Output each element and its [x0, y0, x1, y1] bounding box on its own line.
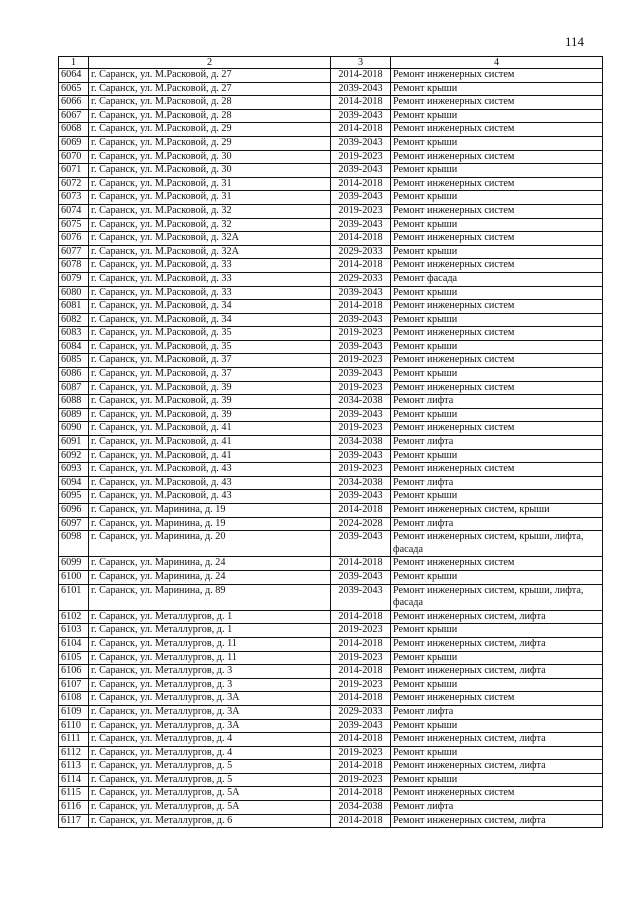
table-row: [59, 665, 603, 679]
row-number: 6115: [59, 787, 89, 801]
table-row: [59, 719, 603, 733]
table-row: [59, 300, 603, 314]
row-number: 6073: [59, 191, 89, 205]
row-address: г. Саранск, ул. Металлургов, д. 11: [89, 651, 331, 665]
row-number: 6113: [59, 760, 89, 774]
row-work-type: Ремонт инженерных систем: [391, 204, 603, 218]
row-address: г. Саранск, ул. М.Расковой, д. 35: [89, 327, 331, 341]
column-index-3: 3: [331, 57, 391, 69]
table-row: [59, 490, 603, 504]
table-row: [59, 624, 603, 638]
row-work-type: Ремонт инженерных систем: [391, 69, 603, 83]
row-number: 6086: [59, 368, 89, 382]
row-number: 6084: [59, 340, 89, 354]
row-number: 6094: [59, 476, 89, 490]
row-number: 6087: [59, 381, 89, 395]
row-period: 2019-2023: [331, 773, 391, 787]
row-period: 2014-2018: [331, 665, 391, 679]
row-number: 6104: [59, 637, 89, 651]
row-address: г. Саранск, ул. М.Расковой, д. 39: [89, 408, 331, 422]
row-address: г. Саранск, ул. М.Расковой, д. 37: [89, 354, 331, 368]
table-row: [59, 705, 603, 719]
table-row: [59, 801, 603, 815]
row-period: 2039-2043: [331, 286, 391, 300]
row-address: г. Саранск, ул. Металлургов, д. 3А: [89, 692, 331, 706]
row-work-type: Ремонт инженерных систем: [391, 787, 603, 801]
row-number: 6077: [59, 245, 89, 259]
row-work-type: Ремонт инженерных систем: [391, 463, 603, 477]
row-address: г. Саранск, ул. Металлургов, д. 5А: [89, 801, 331, 815]
row-address: г. Саранск, ул. М.Расковой, д. 34: [89, 300, 331, 314]
row-address: г. Саранск, ул. Металлургов, д. 1: [89, 610, 331, 624]
row-number: 6080: [59, 286, 89, 300]
row-address: г. Саранск, ул. М.Расковой, д. 43: [89, 490, 331, 504]
row-period: 2039-2043: [331, 340, 391, 354]
table-row: [59, 218, 603, 232]
table-row: [59, 449, 603, 463]
row-address: г. Саранск, ул. М.Расковой, д. 31: [89, 177, 331, 191]
row-address: г. Саранск, ул. М.Расковой, д. 43: [89, 463, 331, 477]
row-address: г. Саранск, ул. Металлургов, д. 3А: [89, 705, 331, 719]
table-row: [59, 272, 603, 286]
page-number: 114: [565, 34, 585, 49]
row-address: г. Саранск, ул. М.Расковой, д. 39: [89, 381, 331, 395]
row-work-type: Ремонт инженерных систем: [391, 354, 603, 368]
row-number: 6067: [59, 109, 89, 123]
row-number: 6071: [59, 164, 89, 178]
row-number: 6085: [59, 354, 89, 368]
row-work-type: Ремонт инженерных систем: [391, 300, 603, 314]
table-row: [59, 678, 603, 692]
row-address: г. Саранск, ул. М.Расковой, д. 33: [89, 272, 331, 286]
row-period: 2019-2023: [331, 327, 391, 341]
row-period: 2039-2043: [331, 531, 391, 557]
row-work-type: Ремонт инженерных систем: [391, 123, 603, 137]
row-number: 6083: [59, 327, 89, 341]
table-row: [59, 773, 603, 787]
row-period: 2039-2043: [331, 449, 391, 463]
row-period: 2014-2018: [331, 557, 391, 571]
row-work-type: Ремонт крыши: [391, 449, 603, 463]
table-row: [59, 259, 603, 273]
row-address: г. Саранск, ул. М.Расковой, д. 29: [89, 136, 331, 150]
row-work-type: Ремонт крыши: [391, 368, 603, 382]
row-address: г. Саранск, ул. Металлургов, д. 5А: [89, 787, 331, 801]
row-work-type: Ремонт инженерных систем: [391, 96, 603, 110]
row-work-type: Ремонт крыши: [391, 570, 603, 584]
row-work-type: Ремонт крыши: [391, 218, 603, 232]
row-period: 2039-2043: [331, 109, 391, 123]
row-number: 6099: [59, 557, 89, 571]
row-period: 2014-2018: [331, 300, 391, 314]
row-work-type: Ремонт инженерных систем: [391, 327, 603, 341]
row-work-type: Ремонт крыши: [391, 746, 603, 760]
row-work-type: Ремонт инженерных систем: [391, 557, 603, 571]
row-number: 6106: [59, 665, 89, 679]
table-row: [59, 517, 603, 531]
row-address: г. Саранск, ул. Маринина, д. 20: [89, 531, 331, 557]
row-address: г. Саранск, ул. М.Расковой, д. 32: [89, 204, 331, 218]
table-row: [59, 340, 603, 354]
row-address: г. Саранск, ул. Металлургов, д. 4: [89, 746, 331, 760]
row-period: 2014-2018: [331, 692, 391, 706]
row-period: 2024-2028: [331, 517, 391, 531]
row-number: 6114: [59, 773, 89, 787]
row-address: г. Саранск, ул. Металлургов, д. 1: [89, 624, 331, 638]
row-number: 6103: [59, 624, 89, 638]
row-work-type: Ремонт крыши: [391, 678, 603, 692]
row-work-type: Ремонт инженерных систем, лифта: [391, 760, 603, 774]
row-address: г. Саранск, ул. Металлургов, д. 11: [89, 637, 331, 651]
row-period: 2014-2018: [331, 760, 391, 774]
row-period: 2039-2043: [331, 136, 391, 150]
row-period: 2039-2043: [331, 82, 391, 96]
row-address: г. Саранск, ул. М.Расковой, д. 41: [89, 449, 331, 463]
row-work-type: Ремонт лифта: [391, 476, 603, 490]
row-work-type: Ремонт крыши: [391, 490, 603, 504]
row-number: 6072: [59, 177, 89, 191]
table-row: [59, 232, 603, 246]
row-number: 6096: [59, 504, 89, 518]
row-address: г. Саранск, ул. Маринина, д. 19: [89, 504, 331, 518]
table-row: [59, 354, 603, 368]
row-number: 6078: [59, 259, 89, 273]
row-work-type: Ремонт крыши: [391, 109, 603, 123]
row-number: 6091: [59, 436, 89, 450]
row-number: 6111: [59, 733, 89, 747]
row-period: 2014-2018: [331, 69, 391, 83]
row-period: 2014-2018: [331, 123, 391, 137]
row-period: 2039-2043: [331, 584, 391, 610]
row-number: 6110: [59, 719, 89, 733]
table-row: [59, 476, 603, 490]
row-number: 6097: [59, 517, 89, 531]
row-period: 2034-2038: [331, 476, 391, 490]
column-index-4: 4: [391, 57, 603, 69]
row-number: 6076: [59, 232, 89, 246]
row-address: г. Саранск, ул. М.Расковой, д. 39: [89, 395, 331, 409]
row-address: г. Саранск, ул. Металлургов, д. 5: [89, 773, 331, 787]
row-work-type: Ремонт инженерных систем, лифта: [391, 637, 603, 651]
row-work-type: Ремонт инженерных систем: [391, 422, 603, 436]
row-period: 2014-2018: [331, 96, 391, 110]
row-number: 6108: [59, 692, 89, 706]
row-period: 2019-2023: [331, 381, 391, 395]
row-work-type: Ремонт крыши: [391, 136, 603, 150]
row-work-type: Ремонт крыши: [391, 313, 603, 327]
row-work-type: Ремонт крыши: [391, 82, 603, 96]
row-address: г. Саранск, ул. М.Расковой, д. 41: [89, 436, 331, 450]
table-row: [59, 557, 603, 571]
row-work-type: Ремонт лифта: [391, 801, 603, 815]
table-row: [59, 69, 603, 83]
row-period: 2029-2033: [331, 245, 391, 259]
table-row: [59, 746, 603, 760]
row-work-type: Ремонт крыши: [391, 286, 603, 300]
table-row: [59, 381, 603, 395]
row-work-type: Ремонт инженерных систем, лифта: [391, 814, 603, 828]
row-period: 2019-2023: [331, 354, 391, 368]
table-row: [59, 436, 603, 450]
row-work-type: Ремонт крыши: [391, 651, 603, 665]
row-work-type: Ремонт лифта: [391, 436, 603, 450]
row-address: г. Саранск, ул. Маринина, д. 24: [89, 570, 331, 584]
table-row: [59, 177, 603, 191]
row-address: г. Саранск, ул. М.Расковой, д. 32: [89, 218, 331, 232]
row-period: 2014-2018: [331, 259, 391, 273]
row-work-type: Ремонт крыши: [391, 164, 603, 178]
table-row: [59, 286, 603, 300]
row-period: 2039-2043: [331, 368, 391, 382]
table-row: [59, 82, 603, 96]
row-work-type: Ремонт крыши: [391, 408, 603, 422]
row-address: г. Саранск, ул. М.Расковой, д. 27: [89, 69, 331, 83]
row-address: г. Саранск, ул. М.Расковой, д. 28: [89, 109, 331, 123]
row-number: 6064: [59, 69, 89, 83]
table-row: [59, 327, 603, 341]
row-period: 2034-2038: [331, 436, 391, 450]
row-number: 6098: [59, 531, 89, 557]
row-number: 6107: [59, 678, 89, 692]
row-number: 6093: [59, 463, 89, 477]
row-number: 6101: [59, 584, 89, 610]
table-row: [59, 504, 603, 518]
row-period: 2034-2038: [331, 801, 391, 815]
row-period: 2019-2023: [331, 463, 391, 477]
row-address: г. Саранск, ул. М.Расковой, д. 41: [89, 422, 331, 436]
row-period: 2014-2018: [331, 814, 391, 828]
row-work-type: Ремонт крыши: [391, 340, 603, 354]
row-period: 2019-2023: [331, 150, 391, 164]
row-number: 6116: [59, 801, 89, 815]
row-number: 6081: [59, 300, 89, 314]
row-address: г. Саранск, ул. М.Расковой, д. 28: [89, 96, 331, 110]
table-body: [59, 69, 603, 828]
row-address: г. Саранск, ул. Металлургов, д. 4: [89, 733, 331, 747]
row-work-type: Ремонт инженерных систем, лифта: [391, 665, 603, 679]
table-row: [59, 109, 603, 123]
row-work-type: Ремонт инженерных систем: [391, 692, 603, 706]
row-number: 6075: [59, 218, 89, 232]
table-row: [59, 760, 603, 774]
table-row: [59, 395, 603, 409]
row-period: 2014-2018: [331, 504, 391, 518]
row-work-type: Ремонт инженерных систем: [391, 381, 603, 395]
row-work-type: Ремонт инженерных систем, крыши: [391, 504, 603, 518]
row-number: 6074: [59, 204, 89, 218]
row-number: 6079: [59, 272, 89, 286]
table-row: [59, 787, 603, 801]
table-row: [59, 570, 603, 584]
row-period: 2039-2043: [331, 164, 391, 178]
row-number: 6068: [59, 123, 89, 137]
table-row: [59, 164, 603, 178]
row-period: 2039-2043: [331, 313, 391, 327]
row-address: г. Саранск, ул. М.Расковой, д. 32А: [89, 232, 331, 246]
table-row: [59, 610, 603, 624]
table-row: [59, 733, 603, 747]
table-row: [59, 245, 603, 259]
row-period: 2019-2023: [331, 651, 391, 665]
row-address: г. Саранск, ул. М.Расковой, д. 43: [89, 476, 331, 490]
row-address: г. Саранск, ул. Металлургов, д. 3А: [89, 719, 331, 733]
row-work-type: Ремонт крыши: [391, 719, 603, 733]
row-number: 6069: [59, 136, 89, 150]
row-number: 6065: [59, 82, 89, 96]
row-period: 2034-2038: [331, 395, 391, 409]
row-number: 6105: [59, 651, 89, 665]
table-row: [59, 136, 603, 150]
row-work-type: Ремонт крыши: [391, 245, 603, 259]
row-period: 2014-2018: [331, 610, 391, 624]
row-number: 6109: [59, 705, 89, 719]
table-row: [59, 408, 603, 422]
table-row: [59, 96, 603, 110]
row-period: 2019-2023: [331, 678, 391, 692]
repair-schedule-table: [58, 56, 603, 828]
row-work-type: Ремонт инженерных систем, лифта: [391, 733, 603, 747]
row-period: 2039-2043: [331, 490, 391, 504]
row-number: 6092: [59, 449, 89, 463]
row-work-type: Ремонт лифта: [391, 705, 603, 719]
row-period: 2019-2023: [331, 746, 391, 760]
row-address: г. Саранск, ул. Маринина, д. 24: [89, 557, 331, 571]
row-work-type: Ремонт крыши: [391, 773, 603, 787]
row-period: 2039-2043: [331, 191, 391, 205]
row-number: 6100: [59, 570, 89, 584]
row-number: 6089: [59, 408, 89, 422]
row-period: 2019-2023: [331, 624, 391, 638]
row-work-type: Ремонт инженерных систем: [391, 150, 603, 164]
table-row: [59, 422, 603, 436]
row-address: г. Саранск, ул. М.Расковой, д. 35: [89, 340, 331, 354]
row-address: г. Саранск, ул. М.Расковой, д. 31: [89, 191, 331, 205]
row-work-type: Ремонт инженерных систем: [391, 259, 603, 273]
row-address: г. Саранск, ул. Маринина, д. 89: [89, 584, 331, 610]
table-row: [59, 368, 603, 382]
row-number: 6090: [59, 422, 89, 436]
row-address: г. Саранск, ул. М.Расковой, д. 27: [89, 82, 331, 96]
row-period: 2014-2018: [331, 733, 391, 747]
row-period: 2029-2033: [331, 705, 391, 719]
row-work-type: Ремонт лифта: [391, 517, 603, 531]
row-period: 2039-2043: [331, 408, 391, 422]
row-period: 2014-2018: [331, 232, 391, 246]
column-index-row: [59, 57, 603, 69]
row-number: 6117: [59, 814, 89, 828]
row-number: 6088: [59, 395, 89, 409]
row-work-type: Ремонт инженерных систем, крыши, лифта, фасада: [391, 584, 603, 610]
row-address: г. Саранск, ул. М.Расковой, д. 33: [89, 286, 331, 300]
row-work-type: Ремонт инженерных систем, лифта: [391, 610, 603, 624]
row-work-type: Ремонт инженерных систем: [391, 177, 603, 191]
table-row: [59, 123, 603, 137]
row-address: г. Саранск, ул. М.Расковой, д. 29: [89, 123, 331, 137]
row-period: 2019-2023: [331, 422, 391, 436]
row-address: г. Саранск, ул. Маринина, д. 19: [89, 517, 331, 531]
row-number: 6095: [59, 490, 89, 504]
row-period: 2014-2018: [331, 637, 391, 651]
row-period: 2019-2023: [331, 204, 391, 218]
table-row: [59, 191, 603, 205]
table-row: [59, 651, 603, 665]
row-number: 6066: [59, 96, 89, 110]
row-work-type: Ремонт инженерных систем: [391, 232, 603, 246]
table-row: [59, 531, 603, 557]
row-address: г. Саранск, ул. М.Расковой, д. 37: [89, 368, 331, 382]
row-period: 2014-2018: [331, 177, 391, 191]
row-address: г. Саранск, ул. Металлургов, д. 3: [89, 665, 331, 679]
row-address: г. Саранск, ул. М.Расковой, д. 32А: [89, 245, 331, 259]
row-period: 2039-2043: [331, 719, 391, 733]
row-period: 2039-2043: [331, 218, 391, 232]
row-period: 2039-2043: [331, 570, 391, 584]
row-address: г. Саранск, ул. Металлургов, д. 3: [89, 678, 331, 692]
row-number: 6112: [59, 746, 89, 760]
row-work-type: Ремонт крыши: [391, 191, 603, 205]
table-row: [59, 814, 603, 828]
column-index-1: 1: [59, 57, 89, 69]
table-row: [59, 692, 603, 706]
row-work-type: Ремонт лифта: [391, 395, 603, 409]
table-row: [59, 463, 603, 477]
row-address: г. Саранск, ул. М.Расковой, д. 33: [89, 259, 331, 273]
row-number: 6082: [59, 313, 89, 327]
row-period: 2014-2018: [331, 787, 391, 801]
row-address: г. Саранск, ул. Металлургов, д. 5: [89, 760, 331, 774]
row-work-type: Ремонт инженерных систем, крыши, лифта, фасада: [391, 531, 603, 557]
row-address: г. Саранск, ул. Металлургов, д. 6: [89, 814, 331, 828]
row-number: 6102: [59, 610, 89, 624]
table-row: [59, 584, 603, 610]
column-index-2: 2: [89, 57, 331, 69]
row-address: г. Саранск, ул. М.Расковой, д. 30: [89, 150, 331, 164]
row-address: г. Саранск, ул. М.Расковой, д. 34: [89, 313, 331, 327]
table-row: [59, 313, 603, 327]
table-row: [59, 637, 603, 651]
table-row: [59, 204, 603, 218]
row-work-type: Ремонт фасада: [391, 272, 603, 286]
row-period: 2029-2033: [331, 272, 391, 286]
row-address: г. Саранск, ул. М.Расковой, д. 30: [89, 164, 331, 178]
table-row: [59, 150, 603, 164]
row-number: 6070: [59, 150, 89, 164]
row-work-type: Ремонт крыши: [391, 624, 603, 638]
